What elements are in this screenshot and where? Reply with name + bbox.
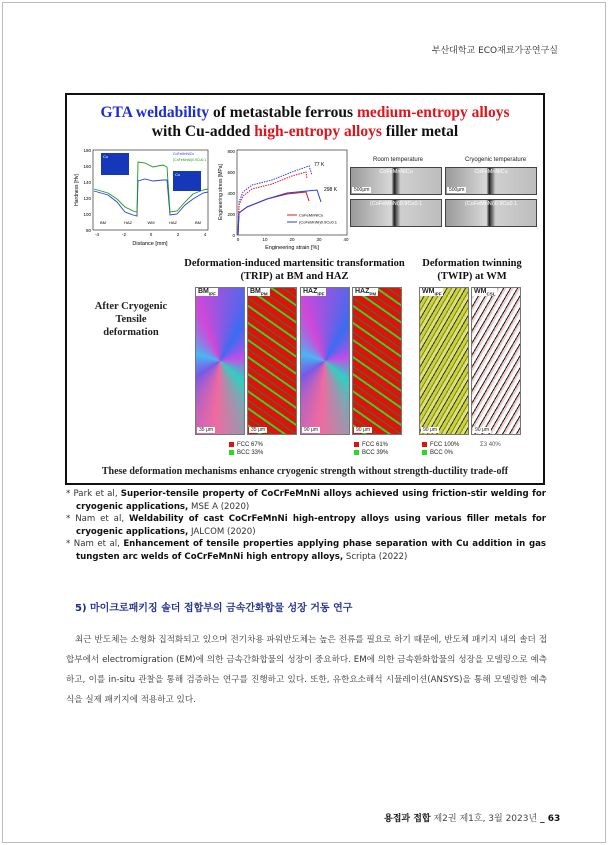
map-label: $BM_{PM}$ — [250, 288, 268, 297]
title-part: high-entropy alloys — [254, 123, 382, 140]
ebsd-map-wm-ipf — [419, 287, 469, 435]
page-footer: 용접과 접합 제2권 제1호, 3월 2023년 _ 63 — [384, 814, 561, 824]
tick-label: 100 — [83, 212, 91, 217]
tick-label: 200 — [227, 212, 235, 217]
ebsd-map-wm-csl — [471, 287, 521, 435]
tick-label: 40 — [343, 237, 349, 242]
scale-bar: 90 μm — [356, 427, 370, 433]
phase-legend-bm: FCC 67% BCC 33% — [229, 441, 263, 457]
hardness-chart — [73, 147, 213, 247]
figure — [65, 93, 545, 485]
tick-label: 800 — [227, 149, 235, 154]
stress-ylabel: Engineering stress [MPa] — [218, 164, 224, 220]
csl-legend: Σ3 40% — [480, 442, 501, 448]
ebsd-map-haz-ipf — [300, 287, 350, 435]
map-label: $BM_{IPF}$ — [198, 288, 216, 297]
macrograph-label: CoFeMnNiCu — [474, 169, 508, 175]
tick-label: 10 — [262, 237, 268, 242]
scale-bar: 90 μm — [304, 427, 318, 433]
phase-legend-haz: FCC 61% BCC 39% — [354, 441, 388, 457]
map-label: $WM_{CSL}$ — [474, 288, 496, 297]
tick-label: HAZ — [124, 220, 132, 225]
macrograph — [350, 167, 442, 195]
scale-bar: 90 μm — [475, 427, 489, 433]
macrograph — [350, 199, 442, 227]
tick-label: 180 — [83, 148, 91, 153]
tick-label: 80 — [85, 228, 91, 233]
macrograph — [445, 167, 537, 195]
ebsd-map-bm-ipf — [195, 287, 245, 435]
figure-title — [67, 103, 543, 141]
tick-label: 600 — [227, 170, 235, 175]
trip-heading: Deformation-induced martensitic transformation (TRIP) at BM and HAZ — [184, 258, 405, 282]
tick-label: 0 — [232, 233, 235, 238]
tick-label: WM — [147, 220, 155, 225]
section-heading: 5) 마이크로패키징 솔더 접합부의 금속간화합물 성장 거동 연구 — [75, 603, 353, 614]
curve-label: 298 K — [324, 187, 338, 193]
legend-item: (CoFeMnNi)0.9Cu0.1 — [173, 158, 207, 162]
reference-item: * Nam et al, Enhancement of tensile properties applying phase separation with Cu addition in gas tungsten arc welds of CoCrFeMnNi high entropy alloys, Scripta (2022) — [66, 539, 547, 562]
reference-item: * Park et al, Superior-tensile property of CoCrFeMnNi alloys achieved using friction-stir welding for cryogenic applications, MSE A (2020) — [66, 489, 547, 512]
body-paragraph: 최근 반도체는 소형화 집적화되고 있으며 전기차용 파워반도체는 높은 전류를 필요로 하기 때문에, 반도체 패키지 내의 솔더 접합부에서 electromigration (EM)에 의한 금속간화합물의 성장이 중요하다. EM에 의한 금속환화합물의 성장을 모델링으로 예측하고, 이를 in-situ 관찰을 통해 검증하는 연구를 진행하고 있다. 또한, 유한요소해석 시뮬레이션(ANSYS)을 통해 모델링한 예측식을 실제 패키지에 적용하고 있다. — [66, 635, 547, 705]
tick-label: 20 — [289, 237, 295, 242]
macrograph-label: (CoFeMnNi)0.9Cu0.1 — [464, 201, 518, 207]
tick-label: 140 — [83, 180, 91, 185]
tick-label: 2 — [176, 232, 180, 237]
reference-item: * Nam et al, Weldability of cast CoCrFeMnNi high-entropy alloys using various filler metals for cryogenic applications, JALCOM (2020) — [66, 514, 546, 537]
inset-label: Cu — [103, 154, 109, 159]
scale-bar: 500μm — [354, 187, 370, 193]
cryo-temp-label: Cryogenic temperature — [465, 157, 527, 163]
after-label: After Cryogenic Tensile deformation — [94, 301, 168, 338]
hardness-ylabel: Hardness [Hv] — [74, 174, 80, 206]
tick-label: 4 — [203, 232, 207, 237]
running-header: 부산대학교 ECO재료가공연구실 — [431, 46, 558, 56]
tick-label: 30 — [316, 237, 322, 242]
map-label: $HAZ_{PM}$ — [355, 288, 377, 297]
map-label: $WM_{IPF}$ — [422, 288, 442, 297]
legend-item: CoFeMnNiCu — [173, 152, 195, 156]
tick-label: -2 — [121, 232, 127, 237]
tick-label: HAZ — [169, 220, 177, 225]
curve-label: 77 K — [314, 162, 325, 168]
tick-label: 400 — [227, 191, 235, 196]
legend-item: (CoFeMnNi)0.9Cu0.1 — [299, 219, 338, 225]
tick-label: 160 — [83, 164, 91, 169]
ebsd-map-haz-pm — [352, 287, 402, 435]
phase-legend-wm: FCC 100% BCC 0% — [422, 441, 459, 457]
scale-bar: 90 μm — [423, 427, 437, 433]
scale-bar: 35 μm — [251, 427, 265, 433]
tick-label: 0 — [236, 237, 240, 242]
tick-label: 120 — [83, 196, 91, 201]
title-part: GTA weldability — [100, 104, 210, 121]
stress-strain-chart — [217, 147, 367, 257]
scale-bar: 500μm — [449, 187, 465, 193]
title-part: with Cu-added — [151, 123, 255, 140]
map-label: $HAZ_{IPF}$ — [303, 288, 325, 297]
title-part: of metastable ferrous — [209, 104, 357, 121]
ebsd-map-bm-pm — [247, 287, 297, 435]
tick-label: -4 — [94, 232, 100, 237]
tick-label: BM — [195, 220, 201, 225]
legend-item: CoFeMnNiCu — [299, 212, 324, 218]
inset-label: Cu — [175, 172, 181, 177]
macrograph — [445, 199, 537, 227]
title-part: filler metal — [381, 123, 459, 140]
macrograph-label: CoFeMnNiCu — [379, 169, 413, 175]
macrograph-label: (CoFeMnNi)0.9Cu0.1 — [369, 201, 423, 207]
tick-label: 0 — [149, 232, 153, 237]
room-temp-label: Room temperature — [373, 157, 424, 163]
stress-xlabel: Engineering strain [%] — [265, 245, 319, 251]
scale-bar: 35 μm — [199, 427, 213, 433]
reference-list — [66, 488, 546, 563]
tick-label: BM — [100, 220, 106, 225]
hardness-xlabel: Distance [mm] — [132, 241, 168, 247]
figure-caption: These deformation mechanisms enhance cryogenic strength without strength-ductility trade-off — [101, 466, 509, 477]
title-part: medium-entropy alloys — [356, 104, 510, 121]
twip-heading: Deformation twinning (TWIP) at WM — [422, 258, 522, 282]
